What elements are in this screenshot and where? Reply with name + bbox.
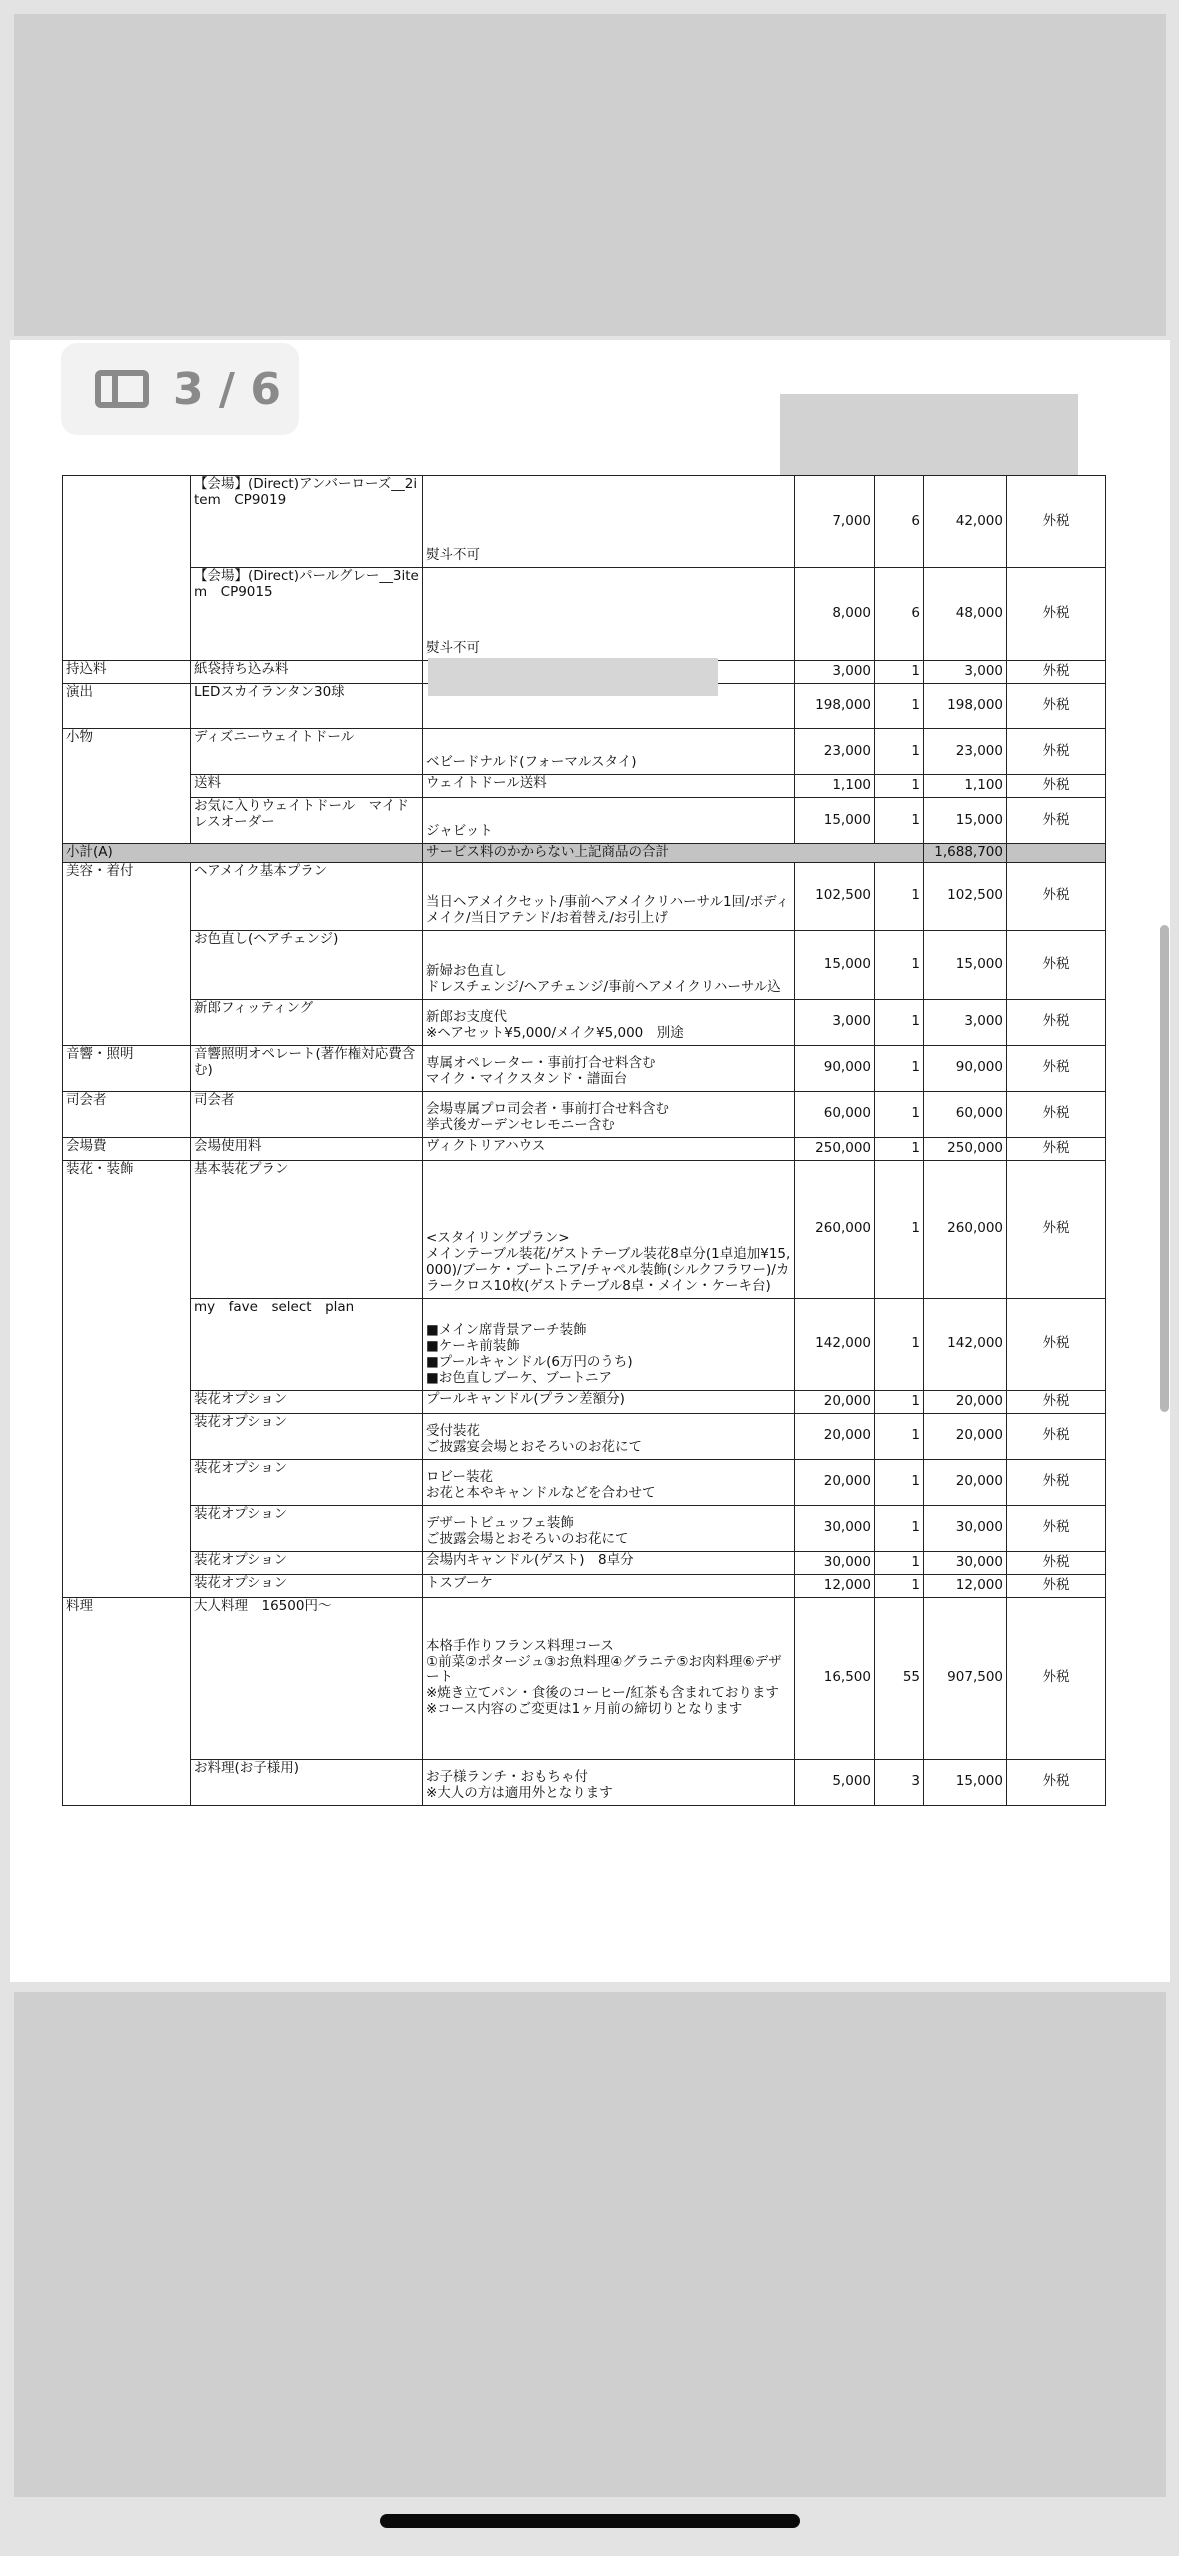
category-cell: 音響・照明	[63, 1045, 191, 1091]
amount-cell: 15,000	[924, 930, 1007, 999]
tax-cell: 外税	[1007, 1091, 1106, 1137]
table-row	[63, 1505, 1106, 1551]
unit-price-cell: 198,000	[795, 684, 875, 729]
amount-cell: 3,000	[924, 999, 1007, 1045]
tax-cell: 外税	[1007, 1597, 1106, 1759]
quantity-cell: 1	[875, 1091, 924, 1137]
unit-price-cell: 30,000	[795, 1505, 875, 1551]
amount-cell: 1,100	[924, 775, 1007, 798]
description-cell: 受付装花 ご披露宴会場とおそろいのお花にて	[423, 1413, 795, 1459]
quantity-cell: 1	[875, 1298, 924, 1390]
item-cell: お料理(お子様用)	[191, 1759, 423, 1805]
subtotal-amount: 1,688,700	[924, 844, 1007, 863]
unit-price-cell: 1,100	[795, 775, 875, 798]
description-cell: トスブーケ	[423, 1574, 795, 1597]
unit-price-cell: 8,000	[795, 568, 875, 661]
tax-cell: 外税	[1007, 661, 1106, 684]
unit-price-cell: 15,000	[795, 930, 875, 999]
item-cell: 装花オプション	[191, 1459, 423, 1505]
tax-cell: 外税	[1007, 1045, 1106, 1091]
amount-cell: 15,000	[924, 798, 1007, 844]
table-row	[63, 1298, 1106, 1390]
tax-cell: 外税	[1007, 1160, 1106, 1298]
tax-cell: 外税	[1007, 1759, 1106, 1805]
item-cell: my fave select plan	[191, 1298, 423, 1390]
quantity-cell: 1	[875, 1390, 924, 1413]
quantity-cell: 1	[875, 1574, 924, 1597]
quantity-cell: 1	[875, 862, 924, 930]
amount-cell: 60,000	[924, 1091, 1007, 1137]
amount-cell: 15,000	[924, 1759, 1007, 1805]
tax-cell: 外税	[1007, 930, 1106, 999]
amount-cell: 198,000	[924, 684, 1007, 729]
table-row	[63, 1597, 1106, 1759]
item-cell: 新郎フィッティング	[191, 999, 423, 1045]
category-cell: 司会者	[63, 1091, 191, 1137]
description-cell: 熨斗不可	[423, 568, 795, 661]
item-cell: 司会者	[191, 1091, 423, 1137]
description-cell: ジャビット	[423, 798, 795, 844]
description-cell: ロビー装花 お花と本やキャンドルなどを合わせて	[423, 1459, 795, 1505]
amount-cell: 48,000	[924, 568, 1007, 661]
item-cell: 会場使用料	[191, 1137, 423, 1160]
scrollbar[interactable]	[1160, 925, 1169, 1412]
amount-cell: 20,000	[924, 1459, 1007, 1505]
quantity-cell: 1	[875, 1137, 924, 1160]
tax-cell: 外税	[1007, 476, 1106, 568]
unit-price-cell: 60,000	[795, 1091, 875, 1137]
unit-price-cell: 20,000	[795, 1459, 875, 1505]
amount-cell: 90,000	[924, 1045, 1007, 1091]
amount-cell: 102,500	[924, 862, 1007, 930]
description-cell: 本格手作りフランス料理コース ①前菜②ポタージュ③お魚料理④グラニテ⑤お肉料理⑥デザート ※焼き立てパン・食後のコーヒー/紅茶も含まれております ※コース内容のご変更は1ヶ月前の締切りとなります	[423, 1597, 795, 1759]
amount-cell: 142,000	[924, 1298, 1007, 1390]
table-row	[63, 930, 1106, 999]
page-indicator[interactable]	[61, 343, 299, 435]
unit-price-cell: 20,000	[795, 1413, 875, 1459]
unit-price-cell: 5,000	[795, 1759, 875, 1805]
amount-cell: 260,000	[924, 1160, 1007, 1298]
item-cell: LEDスカイランタン30球	[191, 684, 423, 729]
tax-cell: 外税	[1007, 1137, 1106, 1160]
item-cell: 大人料理 16500円〜	[191, 1597, 423, 1759]
description-cell: 新婦お色直し ドレスチェンジ/ヘアチェンジ/事前ヘアメイクリハーサル込	[423, 930, 795, 999]
sidebar-panel-icon	[95, 370, 149, 408]
item-cell: お気に入りウェイトドール マイドレスオーダー	[191, 798, 423, 844]
quantity-cell: 1	[875, 684, 924, 729]
description-cell: 当日ヘアメイクセット/事前ヘアメイクリハーサル1回/ボディメイク/当日アテンド/お着替え/お引上げ	[423, 862, 795, 930]
amount-cell: 42,000	[924, 476, 1007, 568]
unit-price-cell: 260,000	[795, 1160, 875, 1298]
unit-price-cell: 250,000	[795, 1137, 875, 1160]
item-cell: 基本装花プラン	[191, 1160, 423, 1298]
tax-cell: 外税	[1007, 1551, 1106, 1574]
subtotal-tax-cell	[1007, 844, 1106, 863]
next-page-area	[14, 1992, 1166, 2497]
subtotal-row	[63, 844, 1106, 863]
description-cell: 専属オペレーター・事前打合せ料含む マイク・マイクスタンド・譜面台	[423, 1045, 795, 1091]
amount-cell: 30,000	[924, 1551, 1007, 1574]
subtotal-label: 小計(A)	[63, 844, 423, 863]
unit-price-cell: 142,000	[795, 1298, 875, 1390]
quantity-cell: 1	[875, 1459, 924, 1505]
quantity-cell: 1	[875, 1045, 924, 1091]
category-cell: 美容・着付	[63, 862, 191, 1045]
redacted-header-block	[780, 394, 1078, 476]
item-cell: ヘアメイク基本プラン	[191, 862, 423, 930]
quantity-cell: 1	[875, 729, 924, 775]
description-cell: ヴィクトリアハウス	[423, 1137, 795, 1160]
tax-cell: 外税	[1007, 1459, 1106, 1505]
description-cell: 新郎お支度代 ※ヘアセット¥5,000/メイク¥5,000 別途	[423, 999, 795, 1045]
home-indicator[interactable]	[380, 2514, 800, 2528]
amount-cell: 23,000	[924, 729, 1007, 775]
quantity-cell: 1	[875, 1160, 924, 1298]
tax-cell: 外税	[1007, 568, 1106, 661]
item-cell: ディズニーウェイトドール	[191, 729, 423, 775]
category-cell: 会場費	[63, 1137, 191, 1160]
tax-cell: 外税	[1007, 798, 1106, 844]
item-cell: 装花オプション	[191, 1505, 423, 1551]
amount-cell: 907,500	[924, 1597, 1007, 1759]
quantity-cell: 6	[875, 476, 924, 568]
item-cell: 装花オプション	[191, 1551, 423, 1574]
quantity-cell: 6	[875, 568, 924, 661]
table-row	[63, 729, 1106, 775]
category-cell: 小物	[63, 729, 191, 844]
table-row	[63, 1390, 1106, 1413]
table-row	[63, 476, 1106, 568]
category-cell: 装花・装飾	[63, 1160, 191, 1597]
tax-cell: 外税	[1007, 1298, 1106, 1390]
unit-price-cell: 3,000	[795, 661, 875, 684]
unit-price-cell: 23,000	[795, 729, 875, 775]
description-cell: 熨斗不可	[423, 476, 795, 568]
quantity-cell: 55	[875, 1597, 924, 1759]
quantity-cell: 1	[875, 1505, 924, 1551]
amount-cell: 3,000	[924, 661, 1007, 684]
subtotal-description: サービス料のかからない上記商品の合計	[423, 844, 924, 863]
redacted-cell	[428, 658, 718, 696]
table-row	[63, 862, 1106, 930]
unit-price-cell: 16,500	[795, 1597, 875, 1759]
amount-cell: 20,000	[924, 1390, 1007, 1413]
quantity-cell: 1	[875, 661, 924, 684]
description-cell: 会場専属プロ司会者・事前打合せ料含む 挙式後ガーデンセレモニー含む	[423, 1091, 795, 1137]
unit-price-cell: 12,000	[795, 1574, 875, 1597]
description-cell: ベビードナルド(フォーマルスタイ)	[423, 729, 795, 775]
quantity-cell: 1	[875, 775, 924, 798]
tax-cell: 外税	[1007, 729, 1106, 775]
table-row	[63, 1551, 1106, 1574]
quantity-cell: 3	[875, 1759, 924, 1805]
unit-price-cell: 90,000	[795, 1045, 875, 1091]
unit-price-cell: 15,000	[795, 798, 875, 844]
tax-cell: 外税	[1007, 1574, 1106, 1597]
item-cell: 音響照明オペレート(著作権対応費含む)	[191, 1045, 423, 1091]
item-cell: 装花オプション	[191, 1390, 423, 1413]
quantity-cell: 1	[875, 999, 924, 1045]
tax-cell: 外税	[1007, 1505, 1106, 1551]
description-cell: デザートビュッフェ装飾 ご披露会場とおそろいのお花にて	[423, 1505, 795, 1551]
description-cell: ■メイン席背景アーチ装飾 ■ケーキ前装飾 ■プールキャンドル(6万円のうち) ■お色直しブーケ、ブートニア	[423, 1298, 795, 1390]
previous-page-area	[14, 14, 1166, 336]
amount-cell: 12,000	[924, 1574, 1007, 1597]
table-row	[63, 999, 1106, 1045]
table-row	[63, 1413, 1106, 1459]
description-cell: プールキャンドル(プラン差額分)	[423, 1390, 795, 1413]
description-cell: ウェイトドール送料	[423, 775, 795, 798]
item-cell: 【会場】(Direct)パールグレー__3item CP9015	[191, 568, 423, 661]
tax-cell: 外税	[1007, 1413, 1106, 1459]
quantity-cell: 1	[875, 930, 924, 999]
tax-cell: 外税	[1007, 862, 1106, 930]
item-cell: 装花オプション	[191, 1413, 423, 1459]
amount-cell: 30,000	[924, 1505, 1007, 1551]
unit-price-cell: 3,000	[795, 999, 875, 1045]
tax-cell: 外税	[1007, 775, 1106, 798]
description-cell: <スタイリングプラン> メインテーブル装花/ゲストテーブル装花8卓分(1卓追加¥15,000)/ブーケ・ブートニア/チャペル装飾(シルクフラワー)/カラークロス10枚(ゲストテーブル8卓・メイン・ケーキ台)	[423, 1160, 795, 1298]
quantity-cell: 1	[875, 798, 924, 844]
item-cell: 装花オプション	[191, 1574, 423, 1597]
item-cell: 紙袋持ち込み料	[191, 661, 423, 684]
description-cell: 会場内キャンドル(ゲスト) 8卓分	[423, 1551, 795, 1574]
unit-price-cell: 20,000	[795, 1390, 875, 1413]
unit-price-cell: 102,500	[795, 862, 875, 930]
page-indicator-label: 3 / 6	[173, 363, 281, 415]
table-row	[63, 568, 1106, 661]
tax-cell: 外税	[1007, 1390, 1106, 1413]
tax-cell: 外税	[1007, 999, 1106, 1045]
tax-cell: 外税	[1007, 684, 1106, 729]
table-row	[63, 775, 1106, 798]
quantity-cell: 1	[875, 1413, 924, 1459]
table-row	[63, 1045, 1106, 1091]
category-cell	[63, 476, 191, 661]
table-row	[63, 1574, 1106, 1597]
category-cell: 演出	[63, 684, 191, 729]
unit-price-cell: 30,000	[795, 1551, 875, 1574]
table-row	[63, 1137, 1106, 1160]
item-cell: 【会場】(Direct)アンバーローズ__2item CP9019	[191, 476, 423, 568]
unit-price-cell: 7,000	[795, 476, 875, 568]
category-cell: 料理	[63, 1597, 191, 1805]
item-cell: 送料	[191, 775, 423, 798]
table-row	[63, 1091, 1106, 1137]
table-row	[63, 798, 1106, 844]
table-row	[63, 1160, 1106, 1298]
category-cell: 持込料	[63, 661, 191, 684]
item-cell: お色直し(ヘアチェンジ)	[191, 930, 423, 999]
amount-cell: 20,000	[924, 1413, 1007, 1459]
table-row	[63, 1459, 1106, 1505]
quantity-cell: 1	[875, 1551, 924, 1574]
amount-cell: 250,000	[924, 1137, 1007, 1160]
table-row	[63, 1759, 1106, 1805]
description-cell: お子様ランチ・おもちゃ付 ※大人の方は適用外となります	[423, 1759, 795, 1805]
